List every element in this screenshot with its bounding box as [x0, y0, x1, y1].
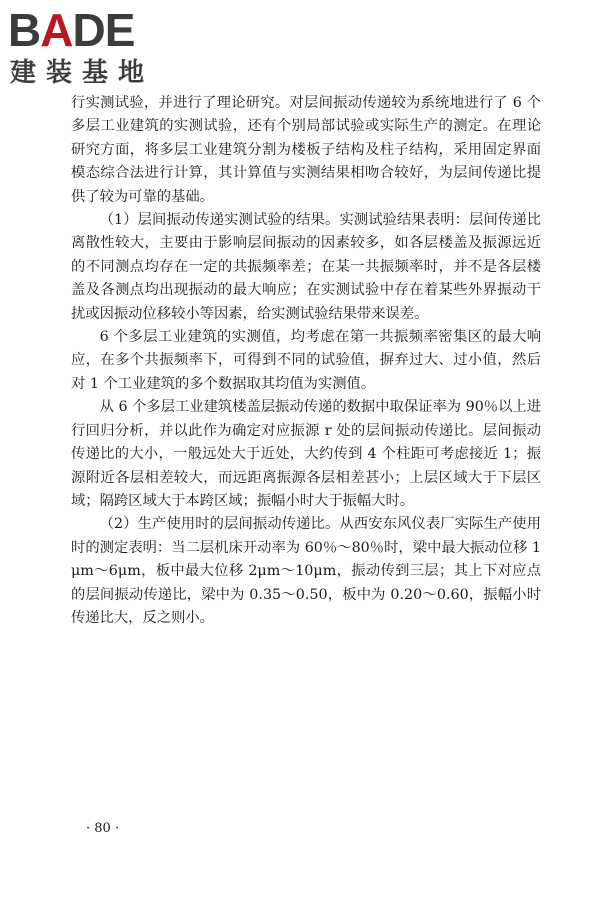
brand-logo: [8, 4, 178, 88]
logo-wordmark-de: DE: [72, 4, 135, 56]
paragraph-continuation: 行实测试验，并进行了理论研究。对层间振动传递较为系统地进行了 6 个多层工业建筑的实测试验，还有个别局部试验或实际生产的测定。在理论研究方面，将多层工业建筑分割为楼板子结构及柱子结构，采用固定界面模态综合法进行计算，其计算值与实测结果相吻合较好，为层间传递比提供了较为可靠的基础。: [71, 95, 541, 205]
logo-wordmark-accent: A: [40, 4, 73, 56]
paragraph-production-use: （2）生产使用时的层间振动传递比。从西安东风仪表厂实际生产使用时的测定表明：当二层机床开动率为 60％～80％时，梁中最大振动位移 1μm～6μm，板中最大位移 2μm～10μm，振动传到三层；其上下对应点的层间振动传递比，梁中为 0.35～0.50，板中为 0.20～0.60，振幅小时传递比大，反之则小。: [71, 516, 541, 626]
paragraph-measured-values: 6 个多层工业建筑的实测值，均考虑在第一共振频率密集区的最大响应，在多个共振频率下，可得到不同的试验值，摒弃过大、过小值，然后对 1 个工业建筑的多个数据取其均值为实测值。: [71, 329, 541, 392]
logo-subtitle: 建装基地: [10, 58, 155, 88]
logo-wordmark: [8, 4, 134, 56]
paragraph-measured-results: （1）层间振动传递实测试验的结果。实测试验结果表明：层间传递比离散性较大，主要由于影响层间振动的因素较多，如各层楼盖及振源远近的不同测点均存在一定的共振频率差；在某一共振频率时，并不是各层楼盖及各测点均出现振动的最大响应；在实测试验中存在着某些外界振动干扰或因振动位移较小等因素，给实测试验结果带来误差。: [71, 212, 541, 322]
paragraph-regression-analysis: 从 6 个多层工业建筑楼盖层振动传递的数据中取保证率为 90％以上进行回归分析，并以此作为确定对应振源 r 处的层间振动传递比。层间振动传递比的大小，一般远处大于近处，大约传到 4 个柱距可考虑接近 1；振源附近各层相差较大，而远距离振源各层相差甚小；上层区域大于下层区域；隔跨区域大于本跨区域；振幅小时大于振幅大时。: [71, 399, 541, 509]
logo-wordmark-b: B: [8, 4, 41, 56]
page-number: · 80 ·: [86, 821, 120, 836]
page-body: [71, 92, 541, 630]
